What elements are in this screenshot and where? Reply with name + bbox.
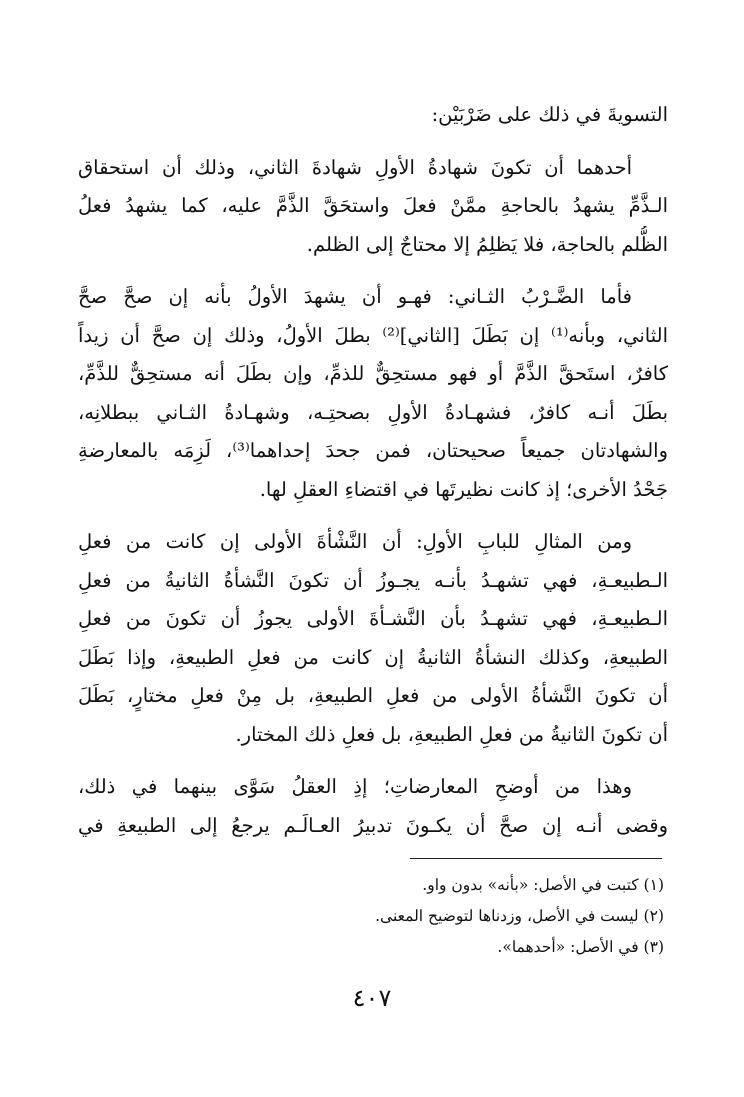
footnote-3: (٣) في الأصل: «أحدهما».: [497, 938, 664, 956]
text-line: جَحْدُ الأخرى؛ إذ كانت نظيرتَها في اقتضاءِ العقلِ لها.: [259, 477, 668, 501]
text-line: أن تكونَ النَّشأةُ الأولى من فعلِ الطبيعةِ، بل مِنْ فعلِ مختارٍ، بَطَلَ: [78, 684, 668, 707]
paragraph-3: [78, 278, 668, 509]
text-line: التسويةَ في ذلك على ضَرْبَيْن:: [431, 103, 668, 126]
text-line: الـطبيعـةِ، فهي تشهـدُ بأن النَّشـأةَ الأولى يجوزُ أن تكونَ من فعلِ: [78, 607, 668, 630]
text-line: الـذَّمِّ يشهدُ بالحاجةِ ممَّنْ فعلَ واستحَقَّ الذَّمَّ عليه، كما يشهدُ فعلُ: [78, 194, 668, 217]
text-line: أحدهما أن تكونَ شهادةُ الأولِ شهادةَ الثاني، وذلك أن استحقاق: [78, 155, 632, 179]
text-line: فأما الضَّـرْبُ الثـاني: فهـو أن يشهدَ الأولُ بأنه إن صحَّ صحَّ: [78, 285, 632, 308]
paragraph-4: [78, 523, 668, 754]
text-line: الثاني، وبأنه⁽¹⁾ إن بَطَلَ [الثاني]⁽²⁾ بطلَ الأولُ، وذلك إن صحَّ أن زيداً: [78, 323, 668, 347]
paragraph-5: [78, 768, 668, 845]
paragraph-1: [78, 96, 668, 135]
paragraph-2: [78, 149, 668, 265]
text-line: ومن المثالِ للبابِ الأولِ: أن النَّشْأةَ الأولى إن كانت من فعلِ: [78, 530, 632, 553]
footnotes: [78, 870, 664, 963]
page-body: [78, 96, 668, 859]
footnote-1: (١) كتبت في الأصل: «بأنه» بدون واو.: [422, 876, 664, 894]
text-line: أن تكونَ الثانيةُ من فعلِ الطبيعةِ، بل فعلِ ذلك المختار.: [235, 722, 668, 746]
text-line: الطبيعةِ، وكذلك النشأةُ الثانيةُ إن كانت من فعلِ الطبيعةِ، وإذا بَطَلَ: [78, 645, 668, 669]
text-line: وهذا من أوضحِ المعارضاتِ؛ إذِ العقلُ سَوَّى بينهما في ذلك،: [78, 775, 632, 798]
footnote-2: (٢) ليست في الأصل، وزدناها لتوضيح المعنى.: [375, 907, 664, 925]
text-line: الظُّلم بالحاجة، فلا يَظلِمُ إلا محتاجٌ إلى الظلم.: [306, 232, 668, 256]
text-line: الـطبيعـةِ، فهي تشهـدُ بأنـه يجـوزُ أن تكونَ النَّشأةُ الثانيةُ من فعلِ: [78, 568, 668, 592]
page-number: ٤٠٧: [352, 984, 392, 1012]
footnote-divider: [410, 858, 662, 859]
text-line: وقضى أنـه إن صحَّ أن يكـونَ تدبيرُ العـالَـم يرجعُ إلى الطبيعةِ في: [78, 813, 668, 837]
text-line: بطَلَ أنـه كافرٌ، فشهـادةُ الأولِ بصحتِـه، وشهـادةُ الثـاني ببطلانِه،: [78, 400, 668, 424]
text-line: والشهادتان جميعاً صحيحتان، فمن جحدَ إحداهما⁽³⁾، لَزِمَه بالمعارضةِ: [78, 439, 668, 462]
text-line: كافرٌ، استَحقَّ الذَّمَّ أو فهو مستحِقٌّ للذمِّ، وإن بطَلَ أنه مستحِقٌّ للذَّمِّ،: [78, 362, 668, 385]
